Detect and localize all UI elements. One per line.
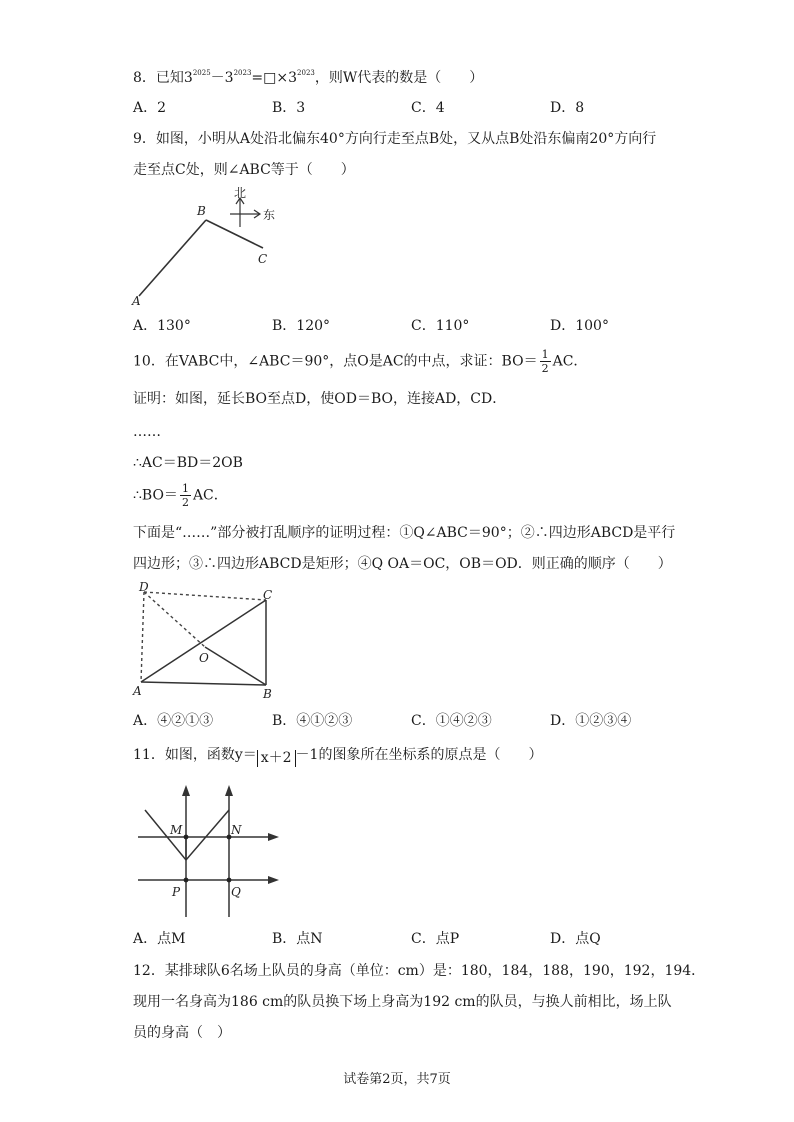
label-point-c: C xyxy=(263,588,273,602)
segment-bc xyxy=(206,220,263,248)
question-10-ellipsis: …… xyxy=(133,424,161,440)
question-10-proof-intro: 证明：如图，延长BO至点D，使OD＝BO，连接AD，CD． xyxy=(133,391,507,407)
question-10-stem-line6: 下面是“……”部分被打乱顺序的证明过程：①Q∠ABC＝90°；②∴四边形ABCD是平行 xyxy=(133,525,676,541)
label-point-a: A xyxy=(132,294,141,307)
label-point-b: B xyxy=(263,687,272,701)
question-9-option-b[interactable]: B．120° xyxy=(272,318,331,334)
question-9-option-d[interactable]: D．100° xyxy=(550,318,609,334)
label-point-o: O xyxy=(199,651,209,665)
question-12-stem-line3: 员的身高（ ） xyxy=(133,1025,231,1041)
point-p xyxy=(184,878,189,883)
question-12-stem-line2: 现用一名身高为186 cm的队员换下场上身高为192 cm的队员，与换人前相比，场上队 xyxy=(133,994,672,1010)
question-10-option-d[interactable]: D．①②③④ xyxy=(550,713,632,729)
question-8-option-a[interactable]: A．2 xyxy=(133,100,167,116)
question-8-option-b[interactable]: B．3 xyxy=(272,100,306,116)
question-11-option-c[interactable]: C．点P xyxy=(411,931,460,947)
question-11-option-b[interactable]: B．点N xyxy=(272,931,323,947)
page-footer: 试卷第2页，共7页 xyxy=(343,1072,451,1087)
label-point-d: D xyxy=(139,582,149,594)
question-11-option-a[interactable]: A．点M xyxy=(133,931,186,947)
question-11-stem: 11．如图，函数y＝ x＋2 －1的图象所在坐标系的原点是（ ） xyxy=(133,747,543,766)
question-8-stem: 8．已知$3^{2025}-3^{2023}=□\times 3^{2023}$，则W代表的数是（ ） xyxy=(133,69,484,86)
question-9-stem-line2: 走至点C处，则∠ABC等于（ ） xyxy=(133,162,355,178)
question-10-therefore-1: ∴AC＝BD＝2OB xyxy=(133,455,243,471)
absolute-value: x＋2 xyxy=(257,750,296,767)
segment-ac xyxy=(141,600,266,682)
question-10-therefore-2: ∴BO＝ $\frac{1}{2}$ AC． xyxy=(133,482,228,509)
question-10-option-b[interactable]: B．④①②③ xyxy=(272,713,353,729)
question-10-option-a[interactable]: A．④②①③ xyxy=(133,713,214,729)
segment-ab xyxy=(139,220,206,296)
segment-do xyxy=(144,592,205,647)
question-10-stem-line7: 四边形；③∴四边形ABCD是矩形；④Q OA＝OC，OB＝OD．则正确的顺序（ ） xyxy=(133,556,672,572)
segment-ab xyxy=(141,682,266,685)
segment-da xyxy=(141,592,144,682)
fraction-one-half: $\frac{1}{2}$ xyxy=(541,348,549,375)
label-point-c: C xyxy=(258,252,268,266)
question-10-option-c[interactable]: C．①④②③ xyxy=(411,713,492,729)
question-11-figure xyxy=(130,782,290,922)
question-9-stem-line1: 9．如图，小明从A处沿北偏东40°方向行走至点B处，又从点B处沿东偏南20°方向行 xyxy=(133,131,657,147)
label-north: 北 xyxy=(234,186,247,200)
label-point-q: Q xyxy=(231,885,241,899)
question-9-option-a[interactable]: A．130° xyxy=(133,318,191,334)
label-point-a: A xyxy=(133,684,142,698)
point-q xyxy=(227,878,232,883)
label-point-p: P xyxy=(172,885,181,899)
question-10-stem-line1: 10．在VABC中，∠ABC＝90°，点O是AC的中点，求证：BO＝ $\frac{1}{2}$ AC． xyxy=(133,348,588,375)
question-12-stem-line1: 12．某排球队6名场上队员的身高（单位：cm）是：180，184，188，190，192，194． xyxy=(133,963,706,979)
question-9-figure xyxy=(130,185,310,307)
label-point-n: N xyxy=(231,823,242,837)
label-point-m: M xyxy=(170,823,183,837)
question-9-option-c[interactable]: C．110° xyxy=(411,318,470,334)
question-8-option-c[interactable]: C．4 xyxy=(411,100,445,116)
label-point-b: B xyxy=(197,204,206,218)
question-11-option-d[interactable]: D．点Q xyxy=(550,931,601,947)
question-10-figure xyxy=(130,582,290,704)
segment-dc xyxy=(144,592,266,600)
question-8-option-d[interactable]: D．8 xyxy=(550,100,585,116)
fraction-one-half-2: $\frac{1}{2}$ xyxy=(181,482,189,509)
segment-ob xyxy=(205,647,266,685)
label-east: 东 xyxy=(263,208,276,222)
point-m xyxy=(184,835,189,840)
